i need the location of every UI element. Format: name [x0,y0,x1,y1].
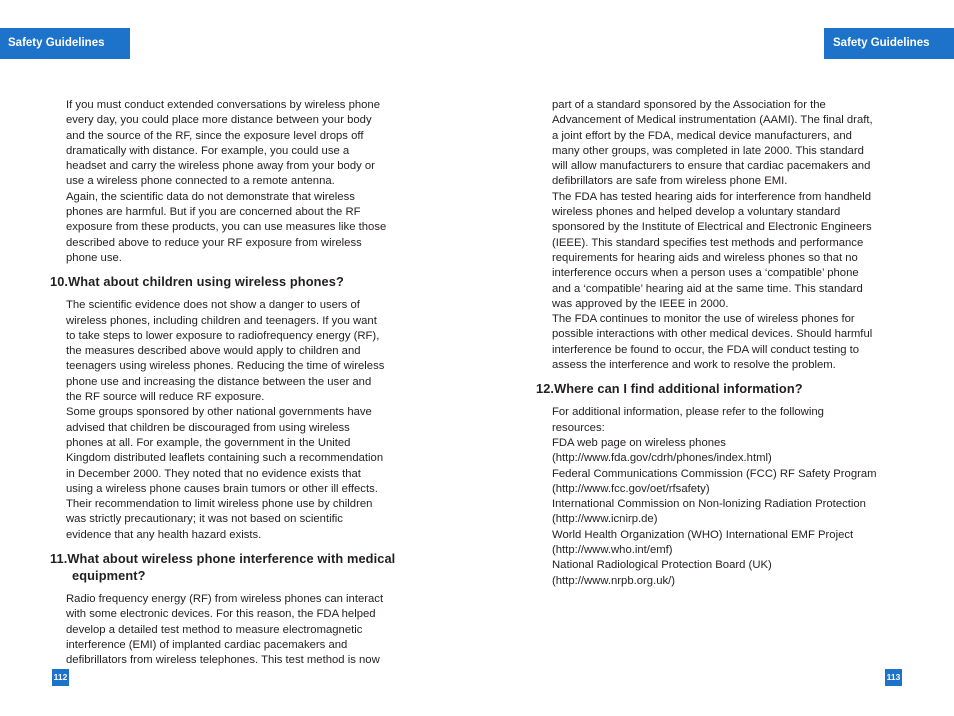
resource-name: FDA web page on wireless phones [552,436,726,449]
resource-url[interactable]: (http://www.icnirp.de) [552,513,658,526]
section-12-heading: 12.Where can I find additional information? [536,381,803,397]
intro-paragraph-distance: If you must conduct extended conversations by wireless phone every day, you could place more distance between your body and the source of the RF, since the exposure level drops off dramatically with distance. For example, you could use a headset and carry the wireless phone away from your body or use a wireless phone connected to a remote antenna. [66,99,380,188]
section-12-intro: For additional information, please refer to the following resources: [552,406,824,434]
intro-paragraph-reduce-exposure: Again, the scientific data do not demonstrate that wireless phones are harmful. But if you are concerned about the RF exposure from these products, you can use measures like those described above to reduce your RF exposure from wireless phone use. [66,190,387,264]
resource-url[interactable]: (http://www.who.int/emf) [552,544,673,557]
section-10-paragraph-evidence: The scientific evidence does not show a danger to users of wireless phones, including children and teenagers. If you want to take steps to lower exposure to radiofrequency energy (RF), the measures described above would apply to children and teenagers using wireless phones. Reducing the time of wireless phone use and increasing the distance between the user and the RF source will reduce RF exposure. [66,299,385,404]
section-11-paragraph-rf-interference: Radio frequency energy (RF) from wireless phones can interact with some electronic devices. For this reason, the FDA helped develop a detailed test method to measure electromagnetic interference (EMI) of implanted cardiac pacemakers and defibrillators from wireless telephones. This test method is now [66,593,384,667]
resource-name: National Radiological Protection Board (UK) [552,559,772,572]
section-header-tab: Safety Guidelines [0,28,130,59]
right-page [477,0,954,716]
resource-url[interactable]: (http://www.fda.gov/cdrh/phones/index.html) [552,452,772,465]
continued-paragraph-aami: part of a standard sponsored by the Association for the Advancement of Medical instrumentation (AAMI). The final draft, a joint effort by the FDA, medical device manufacturers, and many other groups, was completed in late 2000. This standard will allow manufacturers to ensure that cardiac pacemakers and defibrillators are safe from wireless phone EMI. [552,99,873,188]
resource-name: International Commission on Non-lonizing Radiation Protection [552,498,866,511]
left-page-content [50,98,422,669]
resource-name: World Health Organization (WHO) International EMF Project [552,528,854,541]
section-11-heading: 11.What about wireless phone interference with medical equipment? [50,551,396,584]
section-10-heading: 10.What about children using wireless phones? [50,274,344,290]
section-10-paragraph-governments: Some groups sponsored by other national governments have advised that children be discouraged from using wireless phones at all. For example, the government in the United Kingdom distributed leaflets containing such a recommendation in December 2000. They noted that no evidence exists that using a wireless phone causes brain tumors or other ill effects. Their recommendation to limit wireless phone use by children was strictly precautionary; it was not based on scientific evidence that any health hazard exists. [66,406,384,541]
page-number-badge: 112 [52,669,69,686]
page-number-badge: 113 [885,669,902,686]
monitoring-paragraph: The FDA continues to monitor the use of wireless phones for possible interactions with other medical devices. Should harmful interference be found to occur, the FDA will conduct testing to assess the interference and work to resolve the problem. [552,313,873,372]
hearing-aids-paragraph: The FDA has tested hearing aids for interference from handheld wireless phones and helped develop a voluntary standard sponsored by the Institute of Electrical and Electronic Engineers (IEEE). This standard specifies test methods and performance requirements for hearing aids and wireless phones so that no interference occurs when a person uses a ‘compatible’ phone and a ‘compatible’ hearing aid at the same time. This standard was approved by the IEEE in 2000. [552,190,872,310]
resource-list [536,436,908,589]
right-page-content [536,98,908,589]
resource-url[interactable]: (http://www.fcc.gov/oet/rfsafety) [552,482,710,495]
section-header-tab: Safety Guidelines [824,28,954,59]
resource-name: Federal Communications Commission (FCC) RF Safety Program [552,467,877,480]
resource-url[interactable]: (http://www.nrpb.org.uk/) [552,574,676,587]
